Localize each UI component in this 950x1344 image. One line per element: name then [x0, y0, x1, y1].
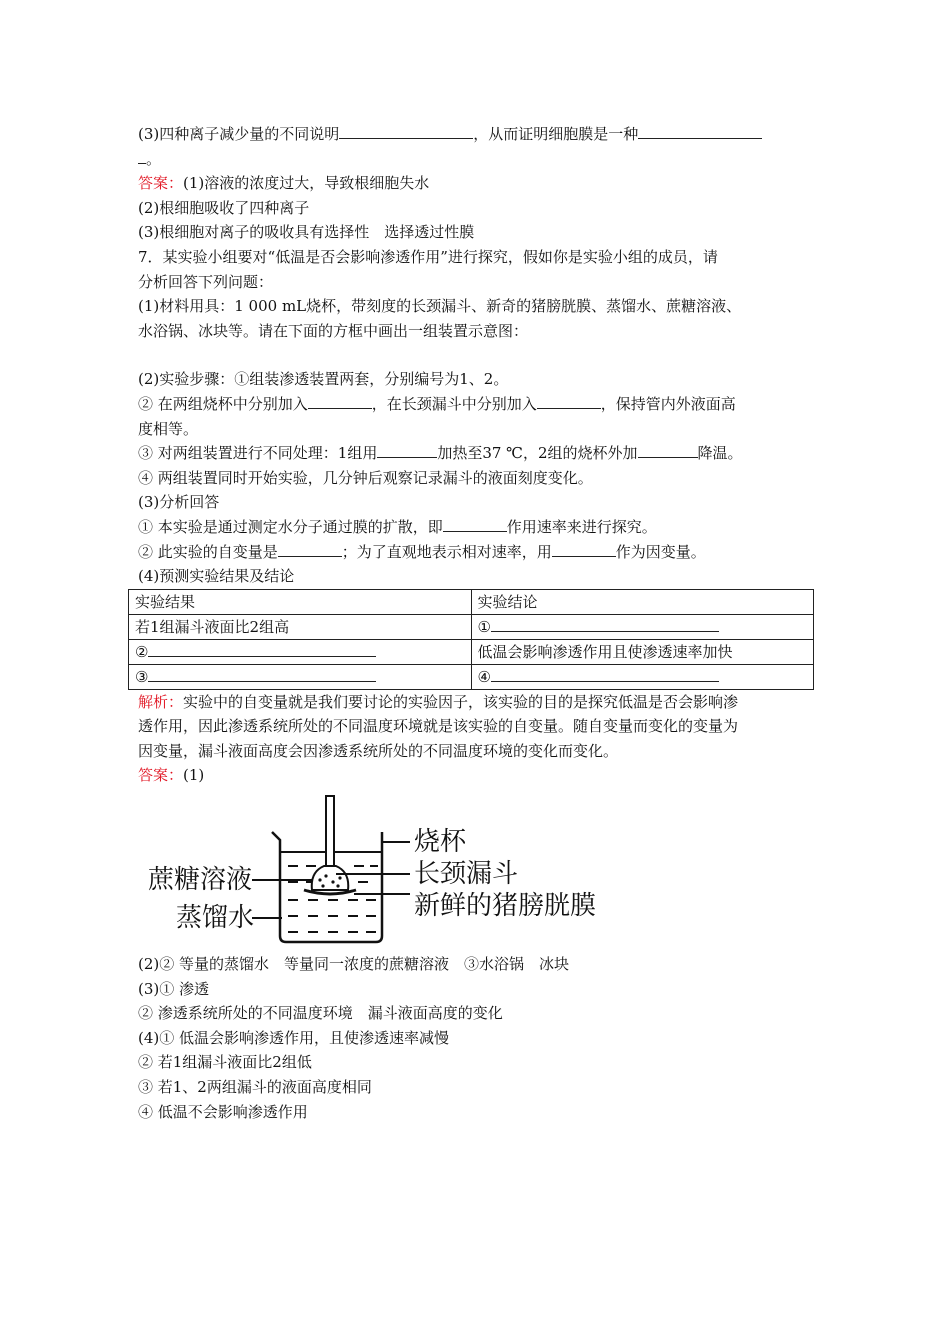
- answer7-line6: ② 若1组漏斗液面比2组低: [138, 1053, 312, 1072]
- fill-blank: [552, 542, 616, 557]
- table-row: [129, 639, 814, 664]
- answer-label: 答案：: [138, 174, 184, 193]
- fill-blank: [308, 394, 372, 409]
- table-cell: 低温会影响渗透作用且使渗透速率加快: [471, 639, 814, 664]
- q7-analysis1: ① 本实验是通过测定水分子通过膜的扩散，即 作用速率来进行探究。: [138, 517, 657, 536]
- table-cell: ③: [129, 664, 472, 689]
- fill-blank: [638, 443, 698, 458]
- fill-blank: [148, 642, 376, 657]
- answer7-line3: (3)① 渗透: [138, 979, 210, 998]
- q7-step4: ④ 两组装置同时开始实验，几分钟后观察记录漏斗的液面刻度变化。: [138, 468, 593, 487]
- table-header: 实验结论: [471, 589, 814, 614]
- q7-stem-line2: 分析回答下列问题：: [138, 272, 274, 291]
- analysis-line2: 透作用，因此渗透系统所处的不同温度环境就是该实验的自变量。随自变量而变化的变量为: [138, 717, 739, 736]
- figure-label-beaker: 烧杯: [414, 827, 467, 858]
- answer6-line1: 答案：(1)溶液的浓度过大，导致根细胞失水: [138, 174, 430, 193]
- answer-label: 答案：: [138, 766, 184, 785]
- drawing-box-space: [138, 343, 828, 367]
- figure-label-sucrose: 蔗糖溶液: [148, 865, 253, 896]
- answer6-line3: (3)根细胞对离子的吸收具有选择性 选择透过性膜: [138, 223, 475, 242]
- table-header: 实验结果: [129, 589, 472, 614]
- figure-label-water: 蒸馏水: [176, 903, 255, 934]
- fill-blank: [491, 667, 719, 682]
- q7-step-intro: (2)实验步骤：①组装渗透装置两套，分别编号为1、2。: [138, 370, 509, 389]
- fill-blank: [537, 394, 601, 409]
- q7-step2: ② 在两组烧杯中分别加入 ，在长颈漏斗中分别加入 ，保持管内外液面高: [138, 394, 736, 413]
- analysis-line1: 解析：实验中的自变量就是我们要讨论的实验因子，该实验的目的是探究低温是否会影响渗: [138, 692, 739, 711]
- table-header-row: [129, 589, 814, 614]
- fill-blank: [638, 124, 762, 139]
- fill-blank: [377, 443, 437, 458]
- worksheet-page: [135, 122, 828, 1124]
- q7-analysis2: ② 此实验的自变量是 ；为了直观地表示相对速率，用 作为因变量。: [138, 542, 706, 561]
- figure-label-funnel: 长颈漏斗: [414, 859, 519, 890]
- answer7-line1: 答案：(1): [138, 766, 205, 785]
- q7-materials-line2: 水浴锅、冰块等。请在下面的方框中画出一组装置示意图：: [138, 321, 529, 340]
- table-cell: ④: [471, 664, 814, 689]
- fill-blank: [491, 617, 719, 632]
- figure-label-membrane: 新鲜的猪膀胱膜: [414, 891, 597, 922]
- fill-blank: [443, 517, 507, 532]
- fill-blank: [339, 124, 473, 139]
- table-cell: 若1组漏斗液面比2组高: [129, 614, 472, 639]
- q7-step2-cont: 度相等。: [138, 419, 199, 438]
- analysis-label: 解析：: [138, 692, 184, 711]
- q7-stem-line1: 7．某实验小组要对“低温是否会影响渗透作用”进行探究，假如你是实验小组的成员，请: [138, 247, 718, 266]
- results-table: [128, 589, 814, 690]
- table-cell: ①: [471, 614, 814, 639]
- q6-part3-cont: 。: [138, 147, 828, 172]
- answer6-line2: (2)根细胞吸收了四种离子: [138, 198, 310, 217]
- q7-predict-intro: (4)预测实验结果及结论: [138, 567, 295, 586]
- fill-blank: [278, 542, 342, 557]
- answer7-line5: (4)① 低温会影响渗透作用，且使渗透速率减慢: [138, 1028, 450, 1047]
- table-cell: ②: [129, 639, 472, 664]
- table-row: [129, 664, 814, 689]
- fill-blank: [148, 667, 376, 682]
- q7-step3: ③ 对两组装置进行不同处理：1组用 加热至37 ℃，2组的烧杯外加 降温。: [138, 444, 743, 463]
- q6-part3: (3)四种离子减少量的不同说明 ，从而证明细胞膜是一种: [138, 122, 828, 147]
- osmosis-apparatus-figure: [148, 794, 608, 944]
- fill-blank: [138, 149, 146, 164]
- q7-materials-line1: (1)材料用具：1 000 mL烧杯，带刻度的长颈漏斗、新奇的猪膀胱膜、蒸馏水、蔗糖溶液、: [138, 297, 742, 316]
- analysis-line3: 因变量，漏斗液面高度会因渗透系统所处的不同温度环境的变化而变化。: [138, 741, 619, 760]
- answer7-line8: ④ 低温不会影响渗透作用: [138, 1102, 308, 1121]
- q7-analysis-intro: (3)分析回答: [138, 493, 220, 512]
- answer7-line7: ③ 若1、2两组漏斗的液面高度相同: [138, 1078, 372, 1097]
- answer7-line2: (2)② 等量的蒸馏水 等量同一浓度的蔗糖溶液 ③水浴锅 冰块: [138, 955, 570, 974]
- answer7-line4: ② 渗透系统所处的不同温度环境 漏斗液面高度的变化: [138, 1004, 503, 1023]
- table-row: [129, 614, 814, 639]
